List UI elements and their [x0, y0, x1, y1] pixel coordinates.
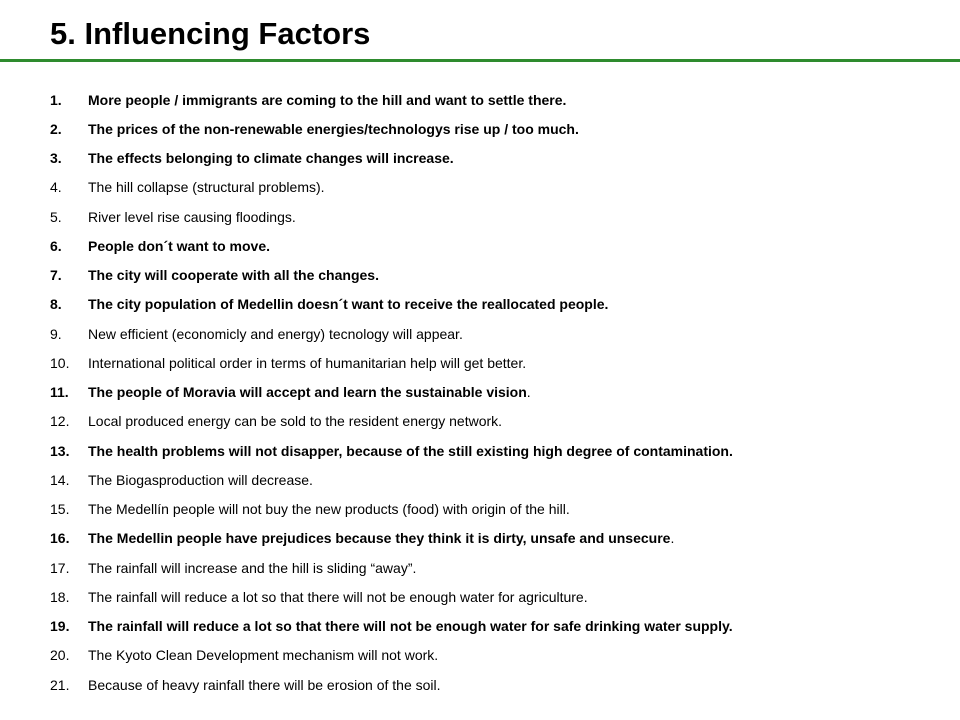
factor-text: The rainfall will increase and the hill is sliding “away”. — [88, 559, 417, 576]
factor-number: 2. — [50, 120, 62, 137]
factor-item — [50, 612, 950, 641]
factor-number: 6. — [50, 237, 62, 254]
factor-number: 16. — [50, 530, 70, 547]
factor-text: The Kyoto Clean Development mechanism will not work. — [88, 647, 439, 664]
factor-text: The rainfall will reduce a lot so that there will not be enough water for safe drinking water supply. — [88, 618, 733, 635]
factor-number: 5. — [50, 208, 62, 225]
factor-text: The prices of the non-renewable energies/technologys rise up / too much. — [88, 120, 579, 137]
factor-list — [50, 85, 950, 699]
factor-item — [50, 407, 950, 436]
factor-text-tail: . — [526, 384, 531, 401]
factor-number: 12. — [50, 413, 70, 430]
factor-text: International political order in terms of humanitarian help will get better. — [88, 354, 527, 371]
factor-item — [50, 378, 950, 407]
factor-text: The hill collapse (structural problems). — [88, 179, 325, 196]
factor-item — [50, 495, 950, 524]
factor-item — [50, 173, 950, 202]
factor-item — [50, 290, 950, 319]
factor-item — [50, 436, 950, 465]
factor-number: 15. — [50, 501, 70, 518]
factor-text: New efficient (economicly and energy) tecnology will appear. — [88, 325, 463, 342]
factor-item — [50, 144, 950, 173]
factor-number: 20. — [50, 647, 70, 664]
factor-number: 21. — [50, 676, 70, 693]
factor-item — [50, 114, 950, 143]
factor-number: 4. — [50, 179, 62, 196]
factor-text: River level rise causing floodings. — [88, 208, 296, 225]
factor-item — [50, 348, 950, 377]
factor-text: The Medellín people will not buy the new products (food) with origin of the hill. — [88, 501, 570, 518]
factor-text: The effects belonging to climate changes will increase. — [88, 150, 454, 167]
factor-item — [50, 261, 950, 290]
factor-item — [50, 231, 950, 260]
factor-text: People don´t want to move. — [88, 237, 271, 254]
factor-text: The Biogasproduction will decrease. — [88, 471, 313, 488]
factor-item — [50, 582, 950, 611]
factor-item — [50, 319, 950, 348]
factor-item — [50, 670, 950, 699]
factor-number: 1. — [50, 91, 62, 108]
factor-number: 14. — [50, 471, 70, 488]
factor-number: 19. — [50, 618, 70, 635]
factor-item — [50, 524, 950, 553]
factor-number: 13. — [50, 442, 70, 459]
factor-number: 9. — [50, 325, 62, 342]
factor-number: 8. — [50, 296, 62, 313]
factor-text: The health problems will not disapper, because of the still existing high degree of contamination. — [88, 442, 733, 459]
factor-item — [50, 553, 950, 582]
factor-text: Because of heavy rainfall there will be erosion of the soil. — [88, 676, 441, 693]
factor-number: 17. — [50, 559, 70, 576]
page-title: 5. Influencing Factors — [50, 16, 371, 51]
factor-item — [50, 641, 950, 670]
factor-number: 7. — [50, 267, 62, 284]
factor-item — [50, 85, 950, 114]
factor-text-tail: . — [670, 530, 675, 547]
factor-number: 18. — [50, 588, 70, 605]
factor-text: The city population of Medellin doesn´t want to receive the reallocated people. — [88, 296, 609, 313]
title-divider — [0, 59, 960, 62]
factor-text: The Medellin people have prejudices because they think it is dirty, unsafe and unsecure — [88, 530, 671, 547]
factor-number: 3. — [50, 150, 62, 167]
factor-item — [50, 465, 950, 494]
factor-text: The rainfall will reduce a lot so that there will not be enough water for agriculture. — [88, 588, 588, 605]
factor-text: The people of Moravia will accept and learn the sustainable vision — [88, 384, 527, 401]
factor-text: Local produced energy can be sold to the resident energy network. — [88, 413, 503, 430]
factor-number: 11. — [50, 384, 69, 401]
factor-text: More people / immigrants are coming to the hill and want to settle there. — [88, 91, 567, 108]
factor-number: 10. — [50, 354, 70, 371]
factor-item — [50, 202, 950, 231]
factor-text: The city will cooperate with all the changes. — [88, 267, 379, 284]
